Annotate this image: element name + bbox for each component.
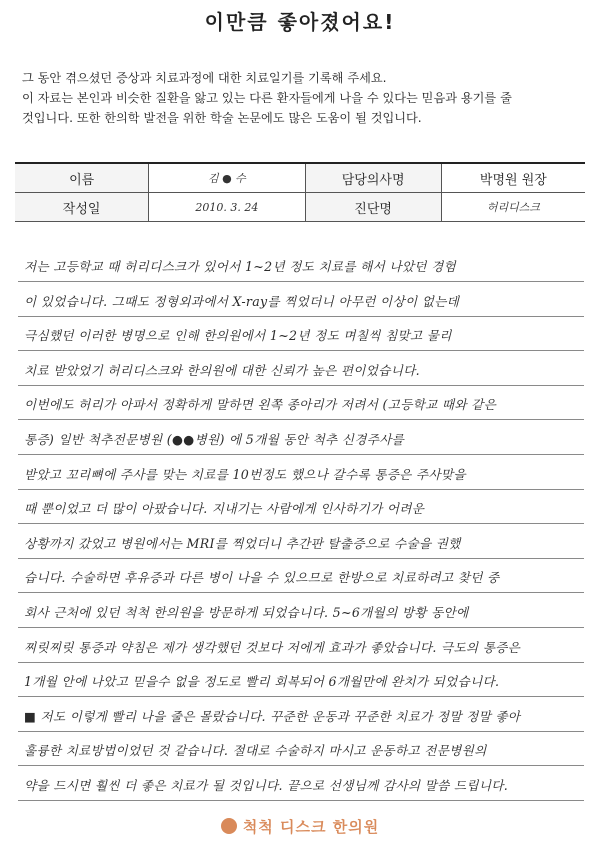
diary-line: 치료 받았었기 허리디스크와 한의원에 대한 신뢰가 높은 편이었습니다.: [18, 352, 584, 386]
intro-line: 것입니다. 또한 한의학 발전을 위한 학술 논문에도 많은 도움이 될 것입니다.: [22, 111, 422, 125]
diary-line: 극심했던 이러한 병명으로 인해 한의원에서 1~2년 정도 며칠씩 침맞고 물리: [18, 317, 584, 351]
clinic-name: 척척 디스크 한의원: [242, 818, 380, 836]
intro-text: [22, 68, 582, 128]
diary-body: [0, 248, 600, 808]
diary-line: 회사 근처에 있던 척척 한의원을 방문하게 되었습니다. 5~6개월의 방황 동안에: [18, 594, 584, 628]
info-row: [15, 163, 585, 193]
doctor-value: 박명원 원장: [441, 163, 585, 193]
info-table: [15, 162, 585, 222]
page-title: 이만큼 좋아졌어요!: [204, 10, 396, 34]
diary-line: 통증) 일반 척추전문병원 (●●병원) 에 5개월 동안 척추 신경주사를: [18, 421, 584, 455]
diary-line: 찌릿찌릿 통증과 약침은 제가 생각했던 것보다 저에게 효과가 좋았습니다. 극도의 통증은: [18, 629, 584, 663]
diary-line: 받았고 꼬리뼈에 주사를 맞는 치료를 10번정도 했으나 갈수록 통증은 주사맞을: [18, 456, 584, 490]
diary-line: 때 뿐이었고 더 많이 아팠습니다. 지내기는 사람에게 인사하기가 어려운: [18, 490, 584, 524]
diary-line: 상황까지 갔었고 병원에서는 MRI를 찍었더니 추간판 탈출증으로 수술을 권했: [18, 525, 584, 559]
name-label: 이름: [15, 163, 149, 193]
diary-line: 이번에도 허리가 아파서 정확하게 말하면 왼쪽 종아리가 저려서 (고등학교 때와 같은: [18, 386, 584, 420]
doctor-label: 담당의사명: [305, 163, 441, 193]
handwritten-lines: [0, 248, 600, 808]
diagnosis-value: 허리디스크: [441, 193, 585, 222]
intro-line: 이 자료는 본인과 비슷한 질환을 앓고 있는 다른 환자들에게 나을 수 있다는 믿음과 용기를 줄: [22, 91, 512, 105]
footer-logo: [0, 816, 600, 837]
diary-line: 습니다. 수술하면 후유증과 다른 병이 나을 수 있으므로 한방으로 치료하려고 찾던 중: [18, 559, 584, 593]
info-row: [15, 193, 585, 222]
date-label: 작성일: [15, 193, 149, 222]
diary-line: 저는 고등학교 때 허리디스크가 있어서 1~2년 정도 치료를 해서 나았던 경험: [18, 248, 584, 282]
name-value: 김 ● 수: [149, 163, 305, 193]
clinic-logo-icon: [221, 818, 237, 834]
intro-line: 그 동안 겪으셨던 증상과 치료과정에 대한 치료일기를 기록해 주세요.: [22, 71, 387, 85]
diary-line: 이 있었습니다. 그때도 정형외과에서 X-ray를 찍었더니 아무런 이상이 없는데: [18, 283, 584, 317]
diary-line: 약을 드시면 훨씬 더 좋은 치료가 될 것입니다. 끝으로 선생님께 감사의 말씀 드립니다.: [18, 767, 584, 801]
diagnosis-label: 진단명: [305, 193, 441, 222]
diary-line: ■ 저도 이렇게 빨리 나을 줄은 몰랐습니다. 꾸준한 운동과 꾸준한 치료가 정말 정말 좋아: [18, 698, 584, 732]
diary-line: 훌륭한 치료방법이었던 것 같습니다. 절대로 수술하지 마시고 운동하고 전문병원의: [18, 732, 584, 766]
date-value: 2010. 3. 24: [149, 193, 305, 222]
diary-line: 1개월 안에 나았고 믿을수 없을 정도로 빨리 회복되어 6개월만에 완치가 되었습니다.: [18, 663, 584, 697]
